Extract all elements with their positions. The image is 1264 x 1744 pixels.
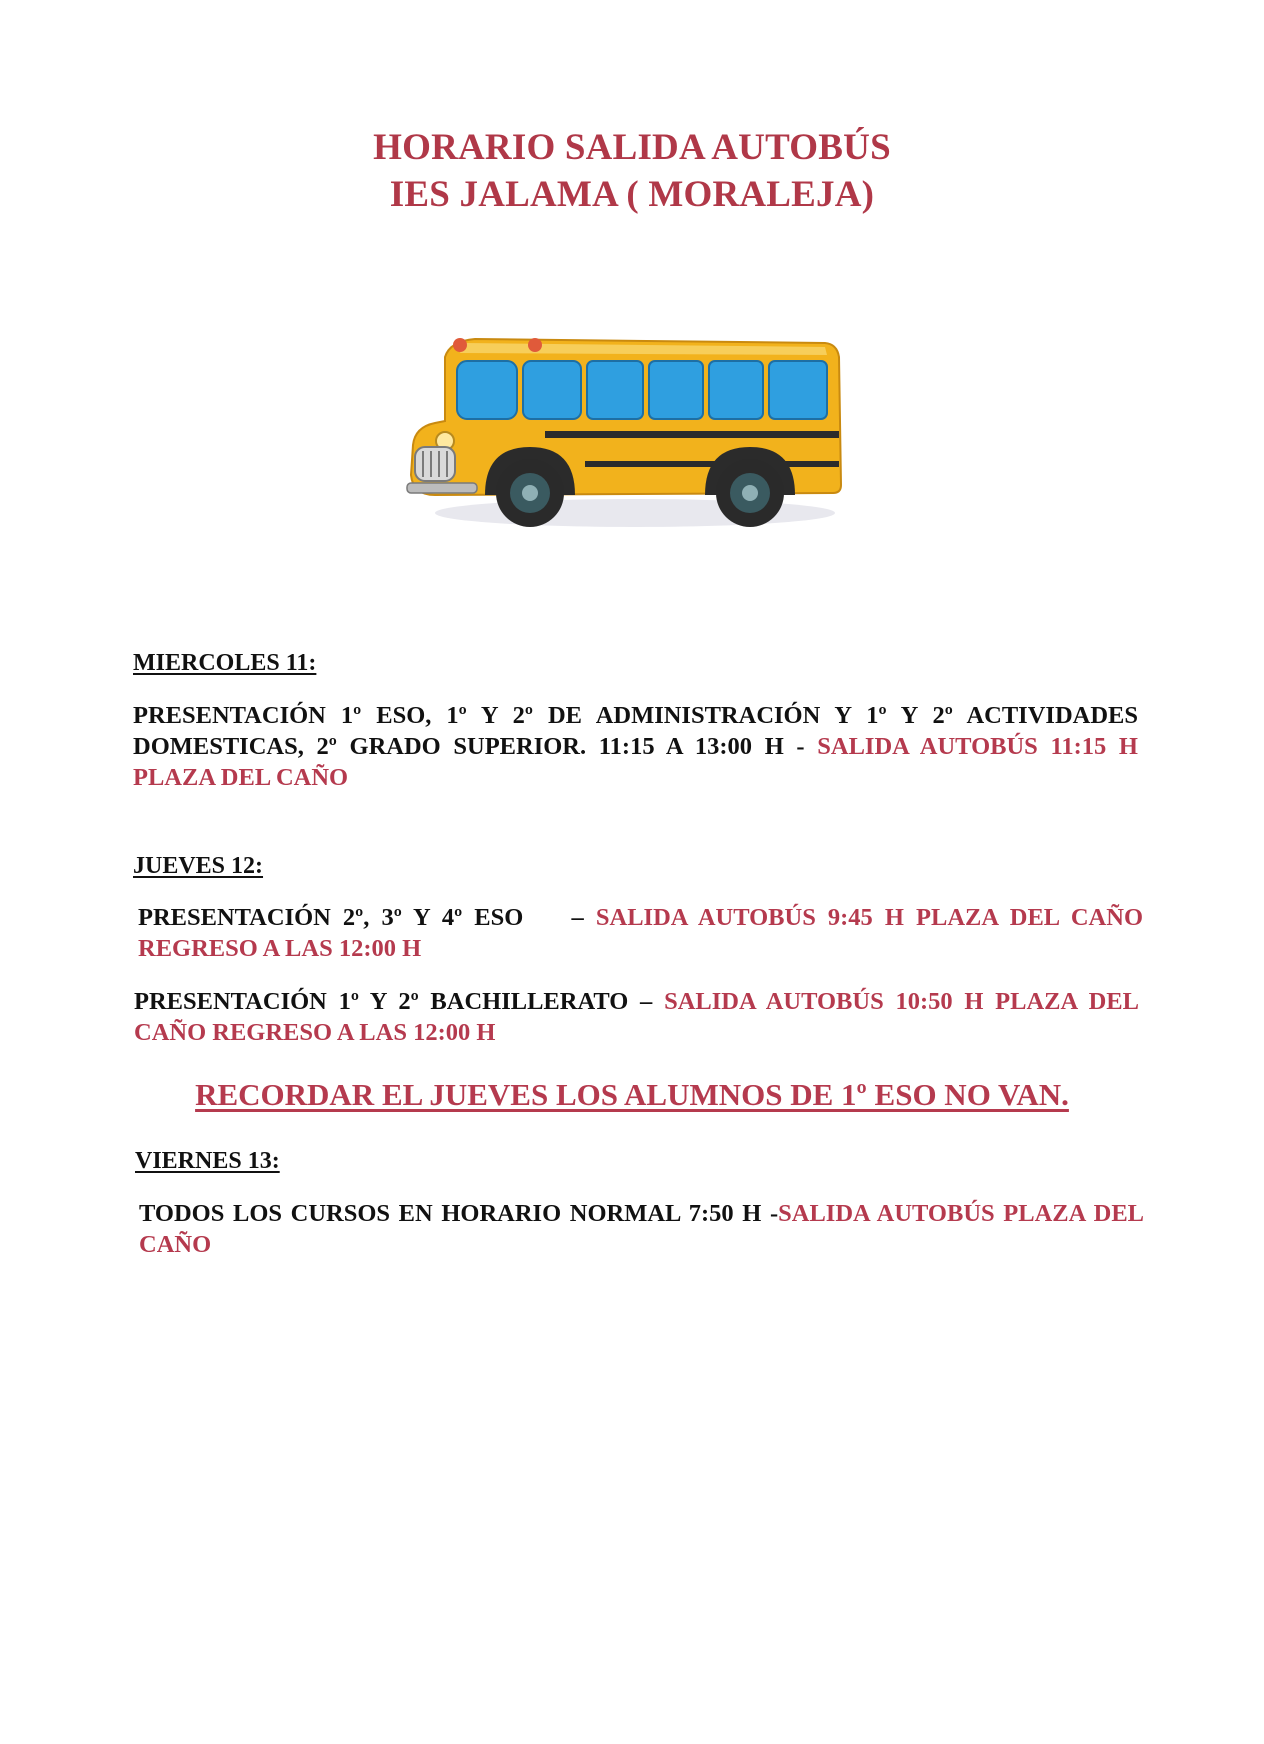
reminder-notice: RECORDAR EL JUEVES LOS ALUMNOS DE 1º ESO NO VAN. xyxy=(195,1077,1069,1112)
wednesday-bus-info: SALIDA AUTOBÚS 11:15 H PLAZA DEL CAÑO xyxy=(133,733,1138,791)
friday-heading: VIERNES 13: xyxy=(135,1148,280,1174)
page-title: HORARIO SALIDA AUTOBÚS xyxy=(373,127,891,168)
thursday-schedule-2 xyxy=(134,986,1139,1048)
wednesday-text: PRESENTACIÓN 1º ESO, 1º Y 2º DE ADMINISTRACIÓN Y 1º Y 2º ACTIVIDADES DOMESTICAS, 2º GRADO SUPERIOR. 11:15 A 13:00 H - xyxy=(133,702,1138,760)
friday-bus-info: SALIDA AUTOBÚS PLAZA DEL CAÑO xyxy=(139,1200,1145,1258)
thursday-heading: JUEVES 12: xyxy=(133,853,264,879)
page-subtitle: IES JALAMA ( MORALEJA) xyxy=(389,174,875,215)
wednesday-schedule xyxy=(133,700,1138,793)
thursday-item2-bus-info: SALIDA AUTOBÚS 10:50 H PLAZA DEL CAÑO REGRESO A LAS 12:00 H xyxy=(134,988,1139,1046)
friday-text: TODOS LOS CURSOS EN HORARIO NORMAL 7:50 H - xyxy=(139,1200,779,1227)
wednesday-heading: MIERCOLES 11: xyxy=(133,650,317,676)
thursday-item1-bus-info: SALIDA AUTOBÚS 9:45 H PLAZA DEL CAÑO REGRESO A LAS 12:00 H xyxy=(138,904,1144,962)
thursday-item2-text: PRESENTACIÓN 1º Y 2º BACHILLERATO – xyxy=(134,988,665,1015)
friday-schedule xyxy=(139,1198,1144,1260)
thursday-schedule-1 xyxy=(138,902,1143,964)
school-bus-icon xyxy=(405,335,845,535)
thursday-item1-text: PRESENTACIÓN 2º, 3º Y 4º ESO – xyxy=(138,904,596,931)
